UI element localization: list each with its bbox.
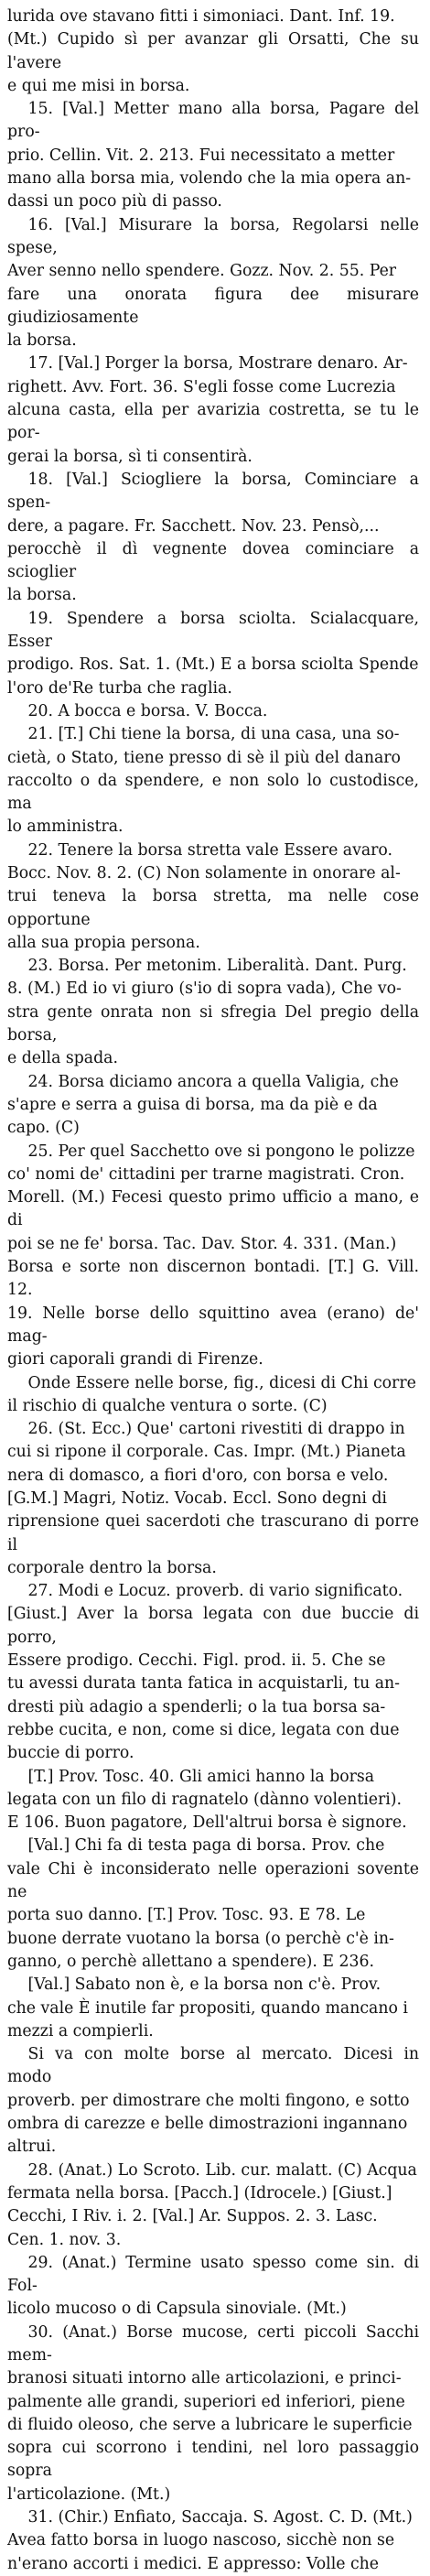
entry-27-proverb-4: Si va con molte borse al mercato. Dicesi in modo proverb. per dimostrare che molti fingono, e sotto ombra di carezze e belle dimostrazioni ingannano altrui. (7, 2045, 419, 2157)
entry-continuation: lurida ove stavano fitti i simoniaci. Dant. Inf. 19. (Mt.) Cupido sì per avanzar gli Orsatti, Che su l'avere e qui me misi in borsa. (7, 7, 419, 95)
entry-25-subsense: Onde Essere nelle borse, fig., dicesi di Chi corre il rischio di qualche ventura o sorte. (C) (7, 1373, 416, 1415)
entry-24: 24. Borsa diciamo ancora a quella Valigia, che s'apre e serra a guisa di borsa, ma da piè e da capo. (C) (7, 1072, 399, 1138)
entry-28: 28. (Anat.) Lo Scroto. Lib. cur. malatt. (C) Acqua fermata nella borsa. [Pacch.] (Idrocele.) [Giust.] Cecchi, I Riv. i. 2. [Val.] Ar. Suppos. 2. 3. Lasc. Cen. 1. nov. 3. (7, 2160, 417, 2249)
entry-16: 16. [Val.] Misurare la borsa, Regolarsi nelle spese, Aver senno nello spendere. Gozz. Nov. 2. 55. Per fare una onorata figura dee misurare giudiziosamente la borsa. (7, 215, 419, 351)
entry-25: 25. Per quel Sacchetto ove si pongono le polizze co' nomi de' cittadini per trarne magistrati. Cron. Morell. (M.) Fecesi questo primo ufficio a mano, e di poi se ne fe' borsa. Tac. Dav. Stor. 4. 331. (Man.) Borsa e sorte non discernon bontadi. [T.] G. Vill. 12. 19. Nelle borse dello squittino avea (erano) de' mag- giori caporali grandi di Firenze. (7, 1142, 419, 1369)
entry-27-proverb-3: [Val.] Sabato non è, e la borsa non c'è. Prov. che vale È inutile far propositi, quando mancano i mezzi a compierli. (7, 1975, 408, 2040)
entry-29: 29. (Anat.) Termine usato spesso come sin. di Fol- licolo mucoso o di Capsula sinoviale. (Mt.) (7, 2253, 419, 2319)
entry-27: 27. Modi e Locuz. proverb. di vario significato. [Giust.] Aver la borsa legata con due buccie di porro, Essere prodigo. Cecchi. Figl. prod. ii. 5. Che se tu avessi durata tanta fatica in acquistarli, tu an- dresti più adagio a spenderli; o la tua borsa sa- rebbe cucita, e non, come si dice, legata con due buccie di porro. (7, 1582, 419, 1763)
entry-22: 22. Tenere la borsa stretta vale Essere avaro. Bocc. Nov. 8. 2. (C) Non solamente in onorare al- trui teneva la borsa stretta, ma nelle cose opportune alla sua propia persona. (7, 840, 419, 952)
entry-17: 17. [Val.] Porger la borsa, Mostrare denaro. Ar- righett. Avv. Fort. 36. S'egli fosse come Lucrezia alcuna casta, ella per avarizia costretta, se tu le por- gerai la borsa, sì ti consentirà. (7, 354, 419, 466)
entry-20: 20. A bocca e borsa. V. Bocca. (27, 701, 268, 720)
entry-18: 18. [Val.] Sciogliere la borsa, Cominciare a spen- dere, a pagare. Fr. Sacchett. Nov. 23. Pensò,... perocchè il dì vegnente dovea cominciare a scioglier la borsa. (7, 470, 419, 605)
entry-31: 31. (Chir.) Enfiato, Saccaja. S. Agost. C. D. (Mt.) Avea fatto borsa in luogo nascoso, sicchè non se n'erano accorti i medici. E appresso: Volle che (7, 2508, 413, 2573)
entry-27-proverb-1: [T.] Prov. Tosc. 40. Gli amici hanno la borsa legata con un filo di ragnatelo (dànno volentieri). E 106. Buon pagatore, Dell'altrui borsa è signore. (7, 1767, 407, 1833)
entry-23: 23. Borsa. Per metonim. Liberalità. Dant. Purg. 8. (M.) Ed io vi giuro (s'io di sopra vada), Che vo- stra gente onrata non si sfregia Del pregio della borsa, e della spada. (7, 957, 419, 1068)
entry-26: 26. (St. Ecc.) Que' cartoni rivestiti di drappo in cui si ripone il corporale. Cas. Impr. (Mt.) Pianeta nera di domasco, a fiori d'oro, con borsa e velo. [G.M.] Magri, Notiz. Vocab. Eccl. Sono degni di riprensione quei sacerdoti che trascurano di porre il corporale dentro la borsa. (7, 1420, 419, 1577)
entry-15: 15. [Val.] Metter mano alla borsa, Pagare del pro- prio. Cellin. Vit. 2. 213. Fui necessitato a metter mano alla borsa mia, volendo che la mia opera an- dassi un poco più di passo. (7, 100, 419, 211)
entry-30: 30. (Anat.) Borse mucose, certi piccoli Sacchi mem- branosi situati intorno alle articolazioni, e princi- palmente alle grandi, superiori ed inferiori, piene di fluido oleoso, che serve a lubricare le superficie sopra cui scorrono i tendini, nel loro passaggio sopra l'articolazione. (Mt.) (7, 2322, 419, 2504)
entry-21: 21. [T.] Chi tiene la borsa, di una casa, una so- cietà, o Stato, tiene presso di sè il più del danaro raccolto o da spendere, e non solo lo custodisce, ma lo amministra. (7, 725, 419, 837)
entry-19: 19. Spendere a borsa sciolta. Scialacquare, Esser prodigo. Ros. Sat. 1. (Mt.) E a borsa sciolta Spende l'oro de'Re turba che raglia. (7, 609, 419, 698)
entry-27-proverb-2: [Val.] Chi fa di testa paga di borsa. Prov. che vale Chi è inconsiderato nelle operazioni sovente ne porta suo danno. [T.] Prov. Tosc. 93. E 78. Le buone derrate vuotano la borsa (o perchè c'è in- ganno, o perchè allettano a spendere). E 236. (7, 1836, 419, 1971)
